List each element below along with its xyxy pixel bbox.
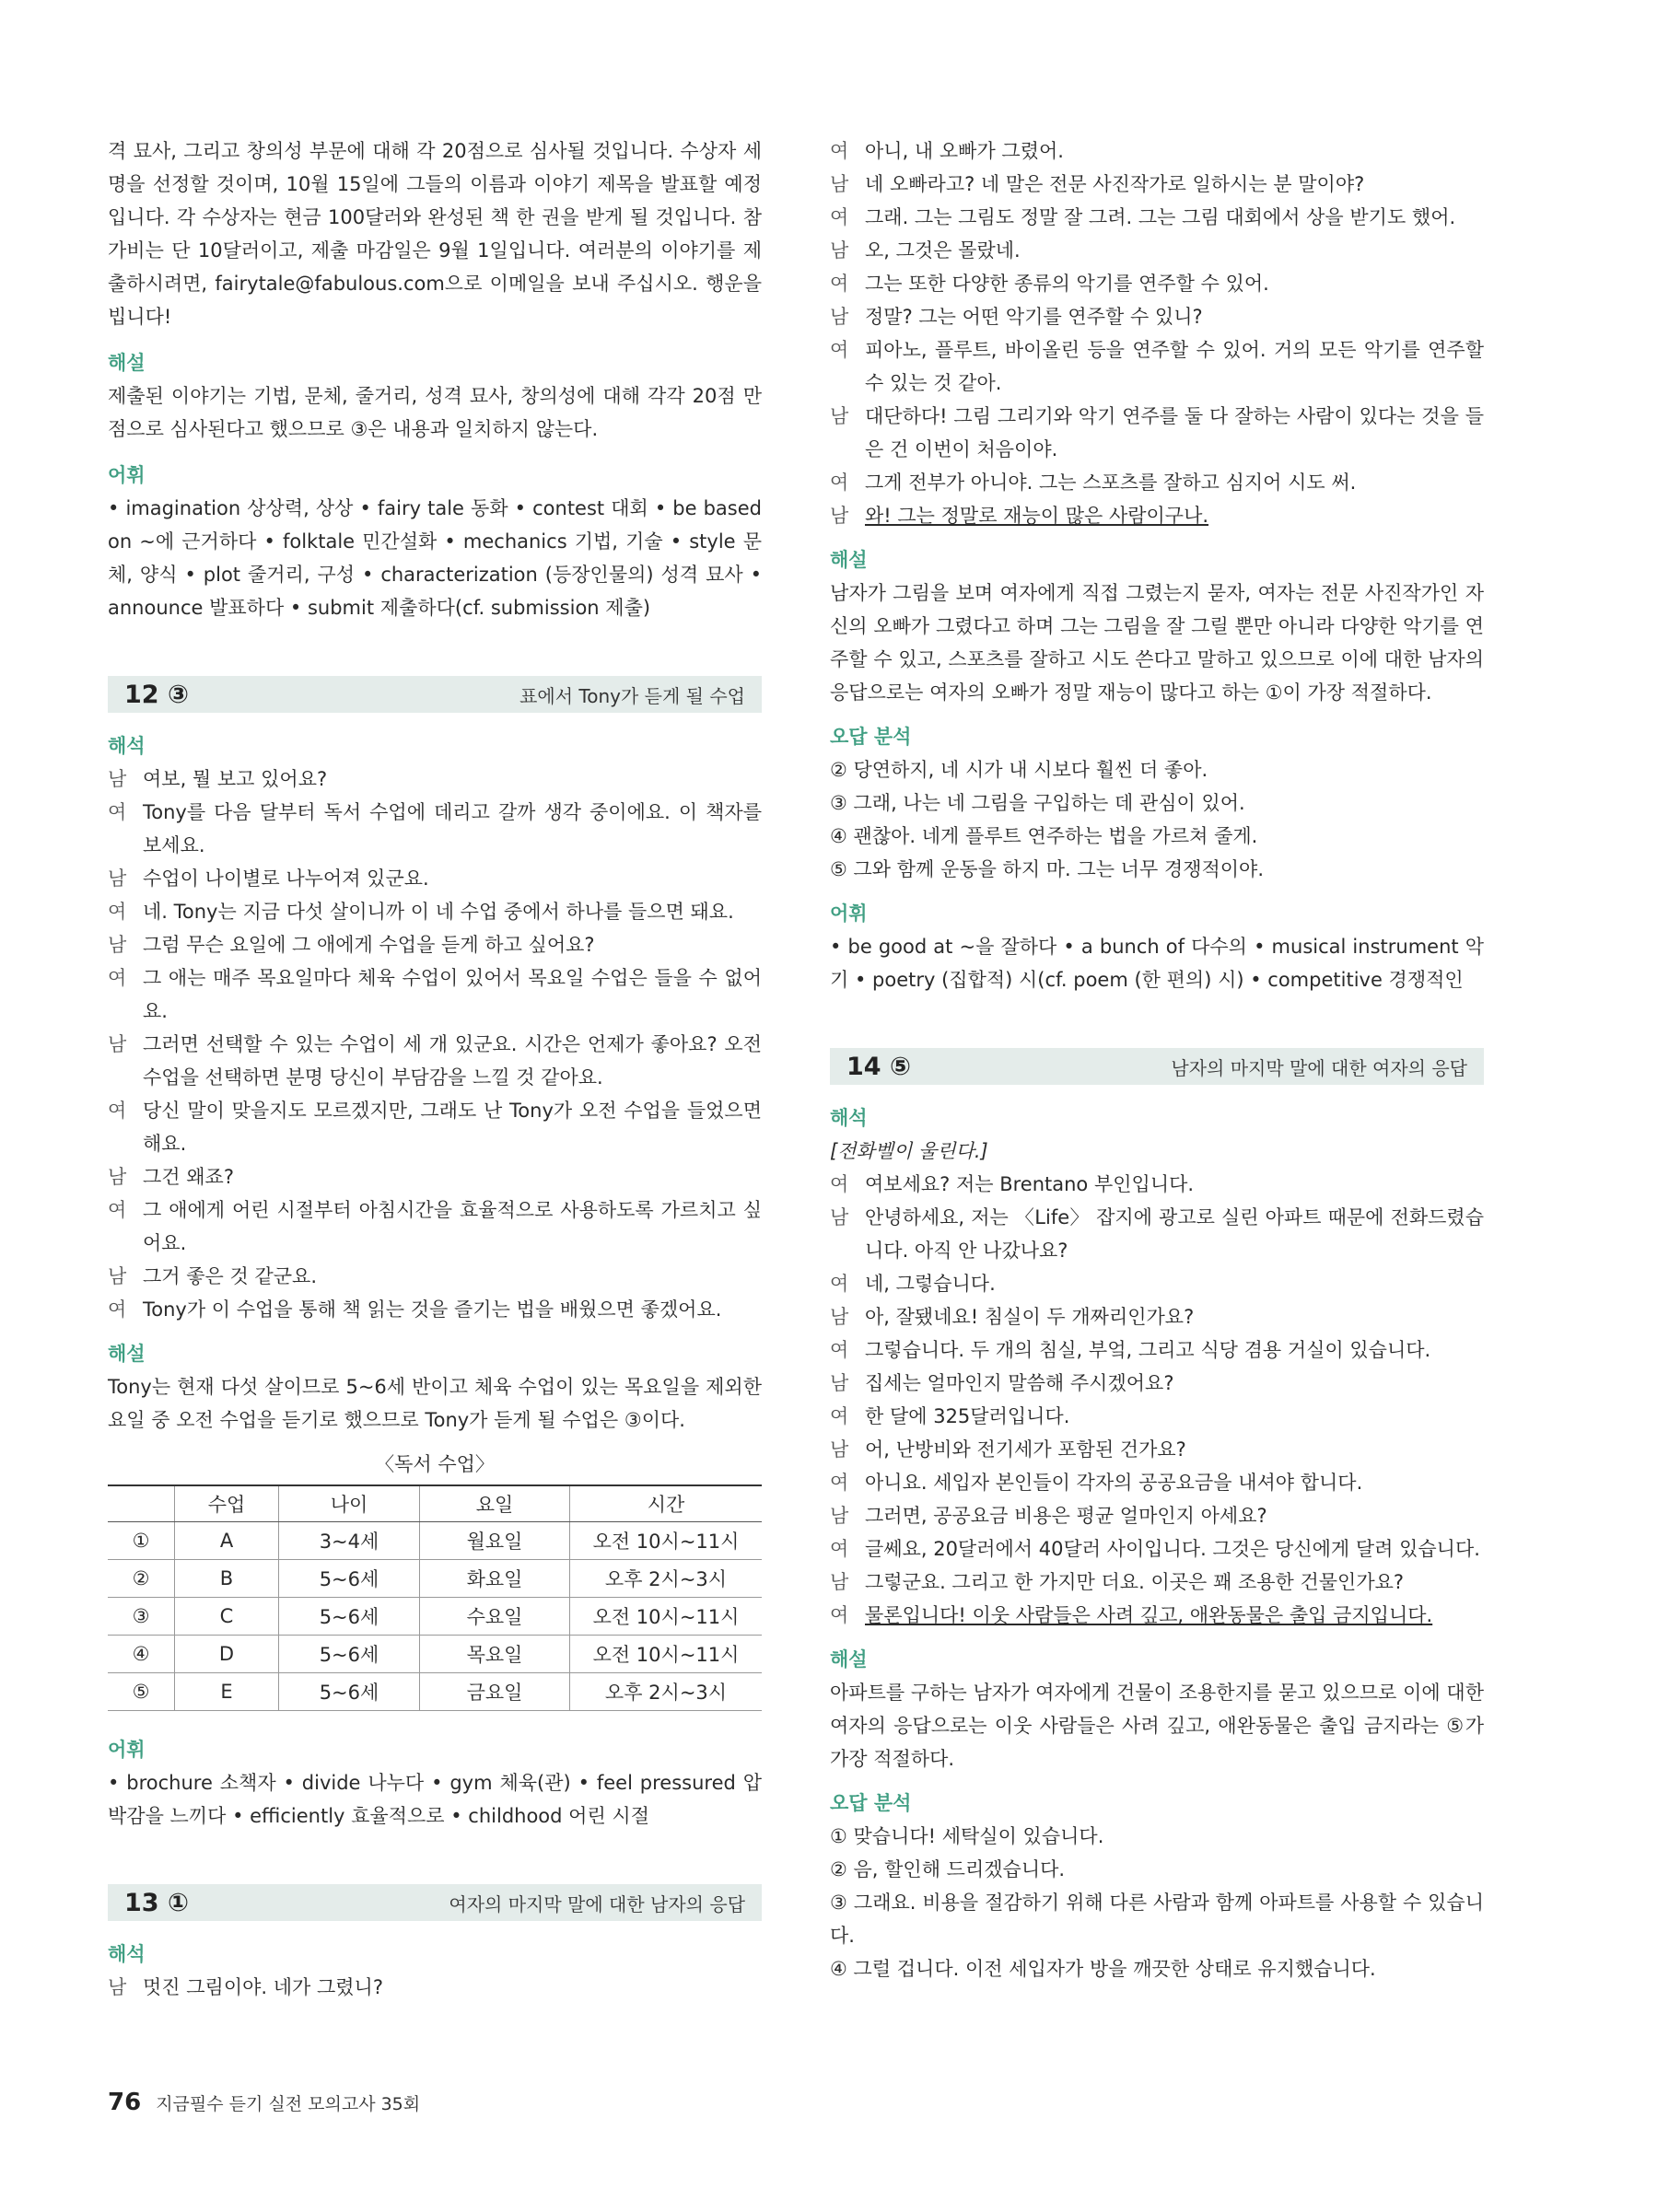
- speaker: 남: [830, 1438, 849, 1461]
- speaker: 여: [830, 273, 849, 295]
- utterance-answer: 와! 그는 정말로 재능이 많은 사람이구나.: [865, 505, 1209, 527]
- dialogue-line: [830, 267, 1484, 300]
- speaker: 여: [830, 206, 849, 228]
- dialogue-line: [830, 1532, 1484, 1566]
- explain-text: 제출된 이야기는 기법, 문체, 줄거리, 성격 묘사, 창의성에 대해 각각 20점 만점으로 심사된다고 했으므로 ③은 내용과 일치하지 않는다.: [108, 385, 762, 440]
- speaker: 남: [830, 505, 849, 527]
- table-cell: 목요일: [420, 1636, 570, 1673]
- speaker: 남: [830, 1571, 849, 1593]
- speaker: 남: [830, 1372, 849, 1394]
- q14-translation-heading: 해석: [830, 1107, 868, 1129]
- table-cell: ⑤: [108, 1673, 175, 1711]
- question-12-number: 12 ③: [124, 680, 189, 709]
- utterance: 여보, 뭘 보고 있어요?: [143, 768, 328, 790]
- table-cell: 5~6세: [279, 1560, 420, 1598]
- dialogue-line: [830, 333, 1484, 400]
- book-title: 지금필수 듣기 실전 모의고사 35회: [156, 2094, 421, 2114]
- vocab-heading: 어휘: [108, 464, 146, 486]
- utterance: 그렇군요. 그리고 한 가지만 더요. 이곳은 꽤 조용한 건물인가요?: [865, 1571, 1405, 1593]
- table-header: 시간: [570, 1485, 763, 1522]
- utterance: Tony가 이 수업을 통해 책 읽는 것을 즐기는 법을 배웠으면 좋겠어요.: [143, 1298, 722, 1321]
- question-14-number: 14 ⑤: [846, 1052, 911, 1081]
- speaker: 여: [830, 1405, 849, 1427]
- utterance: 그는 또한 다양한 종류의 악기를 연주할 수 있어.: [865, 273, 1269, 295]
- wrong-option: ④ 괜찮아. 네게 플루트 연주하는 법을 가르쳐 줄게.: [830, 825, 1258, 847]
- table-header: 나이: [279, 1485, 420, 1522]
- explain-heading: 해설: [108, 352, 146, 374]
- vocab-text: • imagination 상상력, 상상 • fairy tale 동화 • contest 대회 • be based on ~에 근거하다 • folktale 민간설화 • mechanics 기법, 기술 • style 문체, 양식 • plot 줄거리, 구성 • characterization (등장인물의) 성격 묘사 • announce 발표하다 • submit 제출하다(cf. submission 제출): [108, 497, 762, 619]
- dialogue-line: [108, 1160, 762, 1193]
- table-header: 수업: [175, 1485, 279, 1522]
- table-cell: 오전 10시~11시: [570, 1522, 763, 1560]
- utterance: 어, 난방비와 전기세가 포함된 건가요?: [865, 1438, 1186, 1461]
- stage-direction: [전화벨이 울린다.]: [830, 1140, 988, 1162]
- intro-paragraph: 격 묘사, 그리고 창의성 부문에 대해 각 20점으로 심사될 것입니다. 수상자 세 명을 선정할 것이며, 10월 15일에 그들의 이름과 이야기 제목을 발표할 예정입니다. 각 수상자는 현금 100달러와 완성된 책 한 권을 받게 될 것입니다. 참가비는 단 10달러이고, 제출 마감일은 9월 1일입니다. 여러분의 이야기를 제출하시려면, fairytale@fabulous.com으로 이메일을 보내 주십시오. 행운을 빕니다!: [108, 140, 762, 328]
- question-13-bar: [108, 1884, 762, 1921]
- speaker: 여: [830, 1538, 849, 1560]
- table-caption: 〈독서 수업〉: [375, 1453, 495, 1475]
- q13-commentary-heading: 해설: [830, 549, 868, 571]
- speaker: 여: [830, 339, 849, 361]
- q14-commentary-heading: 해설: [830, 1648, 868, 1671]
- dialogue-line: [108, 1028, 762, 1094]
- utterance: 피아노, 플루트, 바이올린 등을 연주할 수 있어. 거의 모든 악기를 연주할 수 있는 것 같아.: [865, 339, 1484, 394]
- utterance-answer: 물론입니다! 이웃 사람들은 사려 깊고, 애완동물은 출입 금지입니다.: [865, 1604, 1433, 1626]
- table-cell: 금요일: [420, 1673, 570, 1711]
- dialogue-line: [830, 1367, 1484, 1400]
- dialogue-line: [830, 499, 1484, 532]
- table-row: [108, 1560, 762, 1598]
- table-cell: ③: [108, 1598, 175, 1636]
- right-column: [830, 134, 1484, 1985]
- table-cell: 오전 10시~11시: [570, 1636, 763, 1673]
- utterance: 그러면, 공공요금 비용은 평균 얼마인지 아세요?: [865, 1505, 1267, 1527]
- utterance: 그게 전부가 아니야. 그는 스포츠를 잘하고 심지어 시도 써.: [865, 472, 1357, 494]
- q13-dialogue-continued: [830, 134, 1484, 532]
- wrong-option: ① 맞습니다! 세탁실이 있습니다.: [830, 1825, 1104, 1847]
- wrong-option: ③ 그래, 나는 네 그림을 구입하는 데 관심이 있어.: [830, 792, 1245, 814]
- table-cell: D: [175, 1636, 279, 1673]
- dialogue-line: [108, 763, 762, 796]
- dialogue-line: [830, 134, 1484, 168]
- wrong-option: ④ 그럴 겁니다. 이전 세입자가 방을 깨끗한 상태로 유지했습니다.: [830, 1958, 1376, 1980]
- question-12-bar: [108, 676, 762, 713]
- q13-translation-heading: 해석: [108, 1943, 146, 1965]
- speaker: 여: [830, 1273, 849, 1295]
- table-cell: ②: [108, 1560, 175, 1598]
- dialogue-line: [830, 400, 1484, 466]
- utterance: 오, 그것은 몰랐네.: [865, 239, 1021, 262]
- utterance: 그 애에게 어린 시절부터 아침시간을 효율적으로 사용하도록 가르치고 싶어요.: [143, 1199, 762, 1254]
- speaker: 여: [830, 1173, 849, 1195]
- speaker: 여: [108, 801, 127, 823]
- table-row: [108, 1598, 762, 1636]
- q12-commentary-heading: 해설: [108, 1343, 146, 1365]
- table-header-row: [108, 1485, 762, 1522]
- dialogue-line: [830, 168, 1484, 201]
- speaker: 여: [108, 967, 127, 989]
- q13-commentary: 남자가 그림을 보며 여자에게 직접 그렸는지 묻자, 여자는 전문 사진작가인 자신의 오빠가 그렸다고 하며 그는 그림을 잘 그릴 뿐만 아니라 다양한 악기를 연주할 수 있고, 스포츠를 잘하고 시도 쓴다고 말하고 있으므로 이에 대한 남자의 응답으로는 여자의 오빠가 정말 재능이 많다고 하는 ①이 가장 적절하다.: [830, 582, 1484, 704]
- speaker: 남: [108, 1166, 127, 1188]
- table-header: [108, 1485, 175, 1522]
- dialogue-line: [108, 1971, 762, 2004]
- dialogue-line: [830, 1333, 1484, 1367]
- table-row: [108, 1636, 762, 1673]
- q13-vocab-text: • be good at ~을 잘하다 • a bunch of 다수의 • musical instrument 악기 • poetry (집합적) 시(cf. poem (한 편의) 시) • competitive 경쟁적인: [830, 936, 1484, 991]
- utterance: Tony를 다음 달부터 독서 수업에 데리고 갈까 생각 중이에요. 이 책자를 보세요.: [143, 801, 762, 856]
- utterance: 네. Tony는 지금 다섯 살이니까 이 네 수업 중에서 하나를 들으면 돼요.: [143, 901, 734, 923]
- utterance: 멋진 그림이야. 네가 그렸니?: [143, 1976, 383, 1998]
- utterance: 안녕하세요, 저는 〈Life〉 잡지에 광고로 실린 아파트 때문에 전화드렸습니다. 아직 안 나갔나요?: [865, 1206, 1484, 1262]
- table-cell: C: [175, 1598, 279, 1636]
- table-cell: 오전 10시~11시: [570, 1598, 763, 1636]
- question-13-number: 13 ①: [124, 1888, 189, 1917]
- utterance: 아니, 내 오빠가 그렸어.: [865, 140, 1064, 162]
- dialogue-line: [108, 1260, 762, 1293]
- speaker: 여: [830, 1604, 849, 1626]
- utterance: 그렇습니다. 두 개의 침실, 부엌, 그리고 식당 겸용 거실이 있습니다.: [865, 1339, 1431, 1361]
- dialogue-line: [108, 862, 762, 895]
- question-14-bar: [830, 1048, 1484, 1085]
- dialogue-line: [108, 928, 762, 961]
- utterance: 그래. 그는 그림도 정말 잘 그려. 그는 그림 대회에서 상을 받기도 했어.: [865, 206, 1456, 228]
- table-header: 요일: [420, 1485, 570, 1522]
- speaker: 남: [108, 867, 127, 890]
- speaker: 여: [108, 1199, 127, 1221]
- table-cell: 월요일: [420, 1522, 570, 1560]
- question-13-title: 여자의 마지막 말에 대한 남자의 응답: [449, 1892, 745, 1915]
- dialogue-line: [830, 1267, 1484, 1300]
- speaker: 남: [830, 306, 849, 328]
- question-14-title: 남자의 마지막 말에 대한 여자의 응답: [1171, 1056, 1467, 1079]
- q12-commentary: Tony는 현재 다섯 살이므로 5~6세 반이고 체육 수업이 있는 목요일을 제외한 요일 중 오전 수업을 듣기로 했으므로 Tony가 듣게 될 수업은 ③이다.: [108, 1376, 762, 1431]
- utterance: 그럼 무슨 요일에 그 애에게 수업을 듣게 하고 싶어요?: [143, 934, 595, 956]
- table-cell: 수요일: [420, 1598, 570, 1636]
- q14-wrong-heading: 오답 분석: [830, 1792, 912, 1814]
- table-cell: 오후 2시~3시: [570, 1560, 763, 1598]
- speaker: 여: [830, 1472, 849, 1494]
- utterance: 그 애는 매주 목요일마다 체육 수업이 있어서 목요일 수업은 들을 수 없어요.: [143, 967, 762, 1022]
- table-cell: 화요일: [420, 1560, 570, 1598]
- left-column: [108, 134, 762, 2004]
- utterance: 아, 잘됐네요! 침실이 두 개짜리인가요?: [865, 1306, 1195, 1328]
- dialogue-line: [108, 1293, 762, 1326]
- q14-commentary: 아파트를 구하는 남자가 여자에게 건물이 조용한지를 묻고 있으므로 이에 대한 여자의 응답으로는 이웃 사람들은 사려 깊고, 애완동물은 출입 금지라는 ⑤가 가장 적절하다.: [830, 1682, 1484, 1770]
- dialogue-line: [830, 1599, 1484, 1632]
- speaker: 여: [830, 1339, 849, 1361]
- dialogue-line: [830, 1300, 1484, 1333]
- utterance: 네 오빠라고? 네 말은 전문 사진작가로 일하시는 분 말이야?: [865, 173, 1365, 195]
- table-cell: 5~6세: [279, 1598, 420, 1636]
- dialogue-line: [830, 300, 1484, 333]
- dialogue-line: [830, 1566, 1484, 1599]
- speaker: 남: [108, 934, 127, 956]
- dialogue-line: [830, 1466, 1484, 1499]
- speaker: 남: [830, 405, 849, 427]
- utterance: 그건 왜죠?: [143, 1166, 234, 1188]
- page-footer: [108, 2089, 420, 2116]
- speaker: 남: [108, 1976, 127, 1998]
- q14-dialogue: [830, 1168, 1484, 1632]
- speaker: 남: [108, 1265, 127, 1287]
- dialogue-line: [108, 895, 762, 928]
- speaker: 남: [830, 173, 849, 195]
- speaker: 남: [108, 768, 127, 790]
- utterance: 집세는 얼마인지 말씀해 주시겠어요?: [865, 1372, 1174, 1394]
- table-cell: A: [175, 1522, 279, 1560]
- table-cell: E: [175, 1673, 279, 1711]
- dialogue-line: [830, 1433, 1484, 1466]
- dialogue-line: [108, 796, 762, 862]
- question-12-title: 표에서 Tony가 듣게 될 수업: [519, 684, 745, 707]
- table-cell: 5~6세: [279, 1636, 420, 1673]
- q12-dialogue: [108, 763, 762, 1326]
- utterance: 그러면 선택할 수 있는 수업이 세 개 있군요. 시간은 언제가 좋아요? 오전 수업을 선택하면 분명 당신이 부담감을 느낄 것 같아요.: [143, 1033, 762, 1089]
- table-cell: B: [175, 1560, 279, 1598]
- table-row: [108, 1673, 762, 1711]
- utterance: 글쎄요, 20달러에서 40달러 사이입니다. 그것은 당신에게 달려 있습니다.: [865, 1538, 1480, 1560]
- table-cell: 3~4세: [279, 1522, 420, 1560]
- wrong-option: ② 음, 할인해 드리겠습니다.: [830, 1858, 1066, 1880]
- wrong-option: ② 당연하지, 네 시가 내 시보다 훨씬 더 좋아.: [830, 759, 1208, 781]
- dialogue-line: [830, 466, 1484, 499]
- speaker: 여: [108, 1298, 127, 1321]
- wrong-option: ③ 그래요. 비용을 절감하기 위해 다른 사람과 함께 아파트를 사용할 수 있습니다.: [830, 1892, 1484, 1947]
- speaker: 남: [108, 1033, 127, 1055]
- speaker: 여: [830, 140, 849, 162]
- speaker: 여: [108, 901, 127, 923]
- speaker: 여: [108, 1100, 127, 1122]
- utterance: 수업이 나이별로 나누어져 있군요.: [143, 867, 429, 890]
- dialogue-line: [108, 1193, 762, 1260]
- table-cell: ④: [108, 1636, 175, 1673]
- reading-class-table: [108, 1484, 762, 1711]
- q12-translation-heading: 해석: [108, 735, 146, 757]
- speaker: 남: [830, 239, 849, 262]
- speaker: 여: [830, 472, 849, 494]
- dialogue-line: [830, 1168, 1484, 1201]
- q13-wrong-heading: 오답 분석: [830, 726, 912, 748]
- table-row: [108, 1522, 762, 1560]
- q12-vocab-text: • brochure 소책자 • divide 나누다 • gym 체육(관) • feel pressured 압박감을 느끼다 • efficiently 효율적으로 • childhood 어린 시절: [108, 1772, 762, 1827]
- utterance: 당신 말이 맞을지도 모르겠지만, 그래도 난 Tony가 오전 수업을 들었으면 해요.: [143, 1100, 762, 1155]
- wrong-option: ⑤ 그와 함께 운동을 하지 마. 그는 너무 경쟁적이야.: [830, 858, 1265, 880]
- dialogue-line: [830, 1499, 1484, 1532]
- speaker: 남: [830, 1505, 849, 1527]
- dialogue-line: [830, 234, 1484, 267]
- table-cell: 오후 2시~3시: [570, 1673, 763, 1711]
- dialogue-line: [830, 1400, 1484, 1433]
- q13-vocab-heading: 어휘: [830, 902, 868, 925]
- dialogue-line: [830, 1201, 1484, 1267]
- utterance: 정말? 그는 어떤 악기를 연주할 수 있니?: [865, 306, 1203, 328]
- dialogue-line: [108, 961, 762, 1028]
- utterance: 아니요. 세입자 본인들이 각자의 공공요금을 내셔야 합니다.: [865, 1472, 1363, 1494]
- table-cell: ①: [108, 1522, 175, 1560]
- utterance: 네, 그렇습니다.: [865, 1273, 996, 1295]
- utterance: 한 달에 325달러입니다.: [865, 1405, 1070, 1427]
- dialogue-line: [830, 201, 1484, 234]
- table-cell: 5~6세: [279, 1673, 420, 1711]
- utterance: 그거 좋은 것 같군요.: [143, 1265, 317, 1287]
- utterance: 여보세요? 저는 Brentano 부인입니다.: [865, 1173, 1195, 1195]
- page-number: 76: [108, 2089, 142, 2116]
- q12-vocab-heading: 어휘: [108, 1739, 146, 1761]
- speaker: 남: [830, 1206, 849, 1228]
- dialogue-line: [108, 1094, 762, 1160]
- utterance: 대단하다! 그림 그리기와 악기 연주를 둘 다 잘하는 사람이 있다는 것을 들은 건 이번이 처음이야.: [865, 405, 1484, 460]
- speaker: 남: [830, 1306, 849, 1328]
